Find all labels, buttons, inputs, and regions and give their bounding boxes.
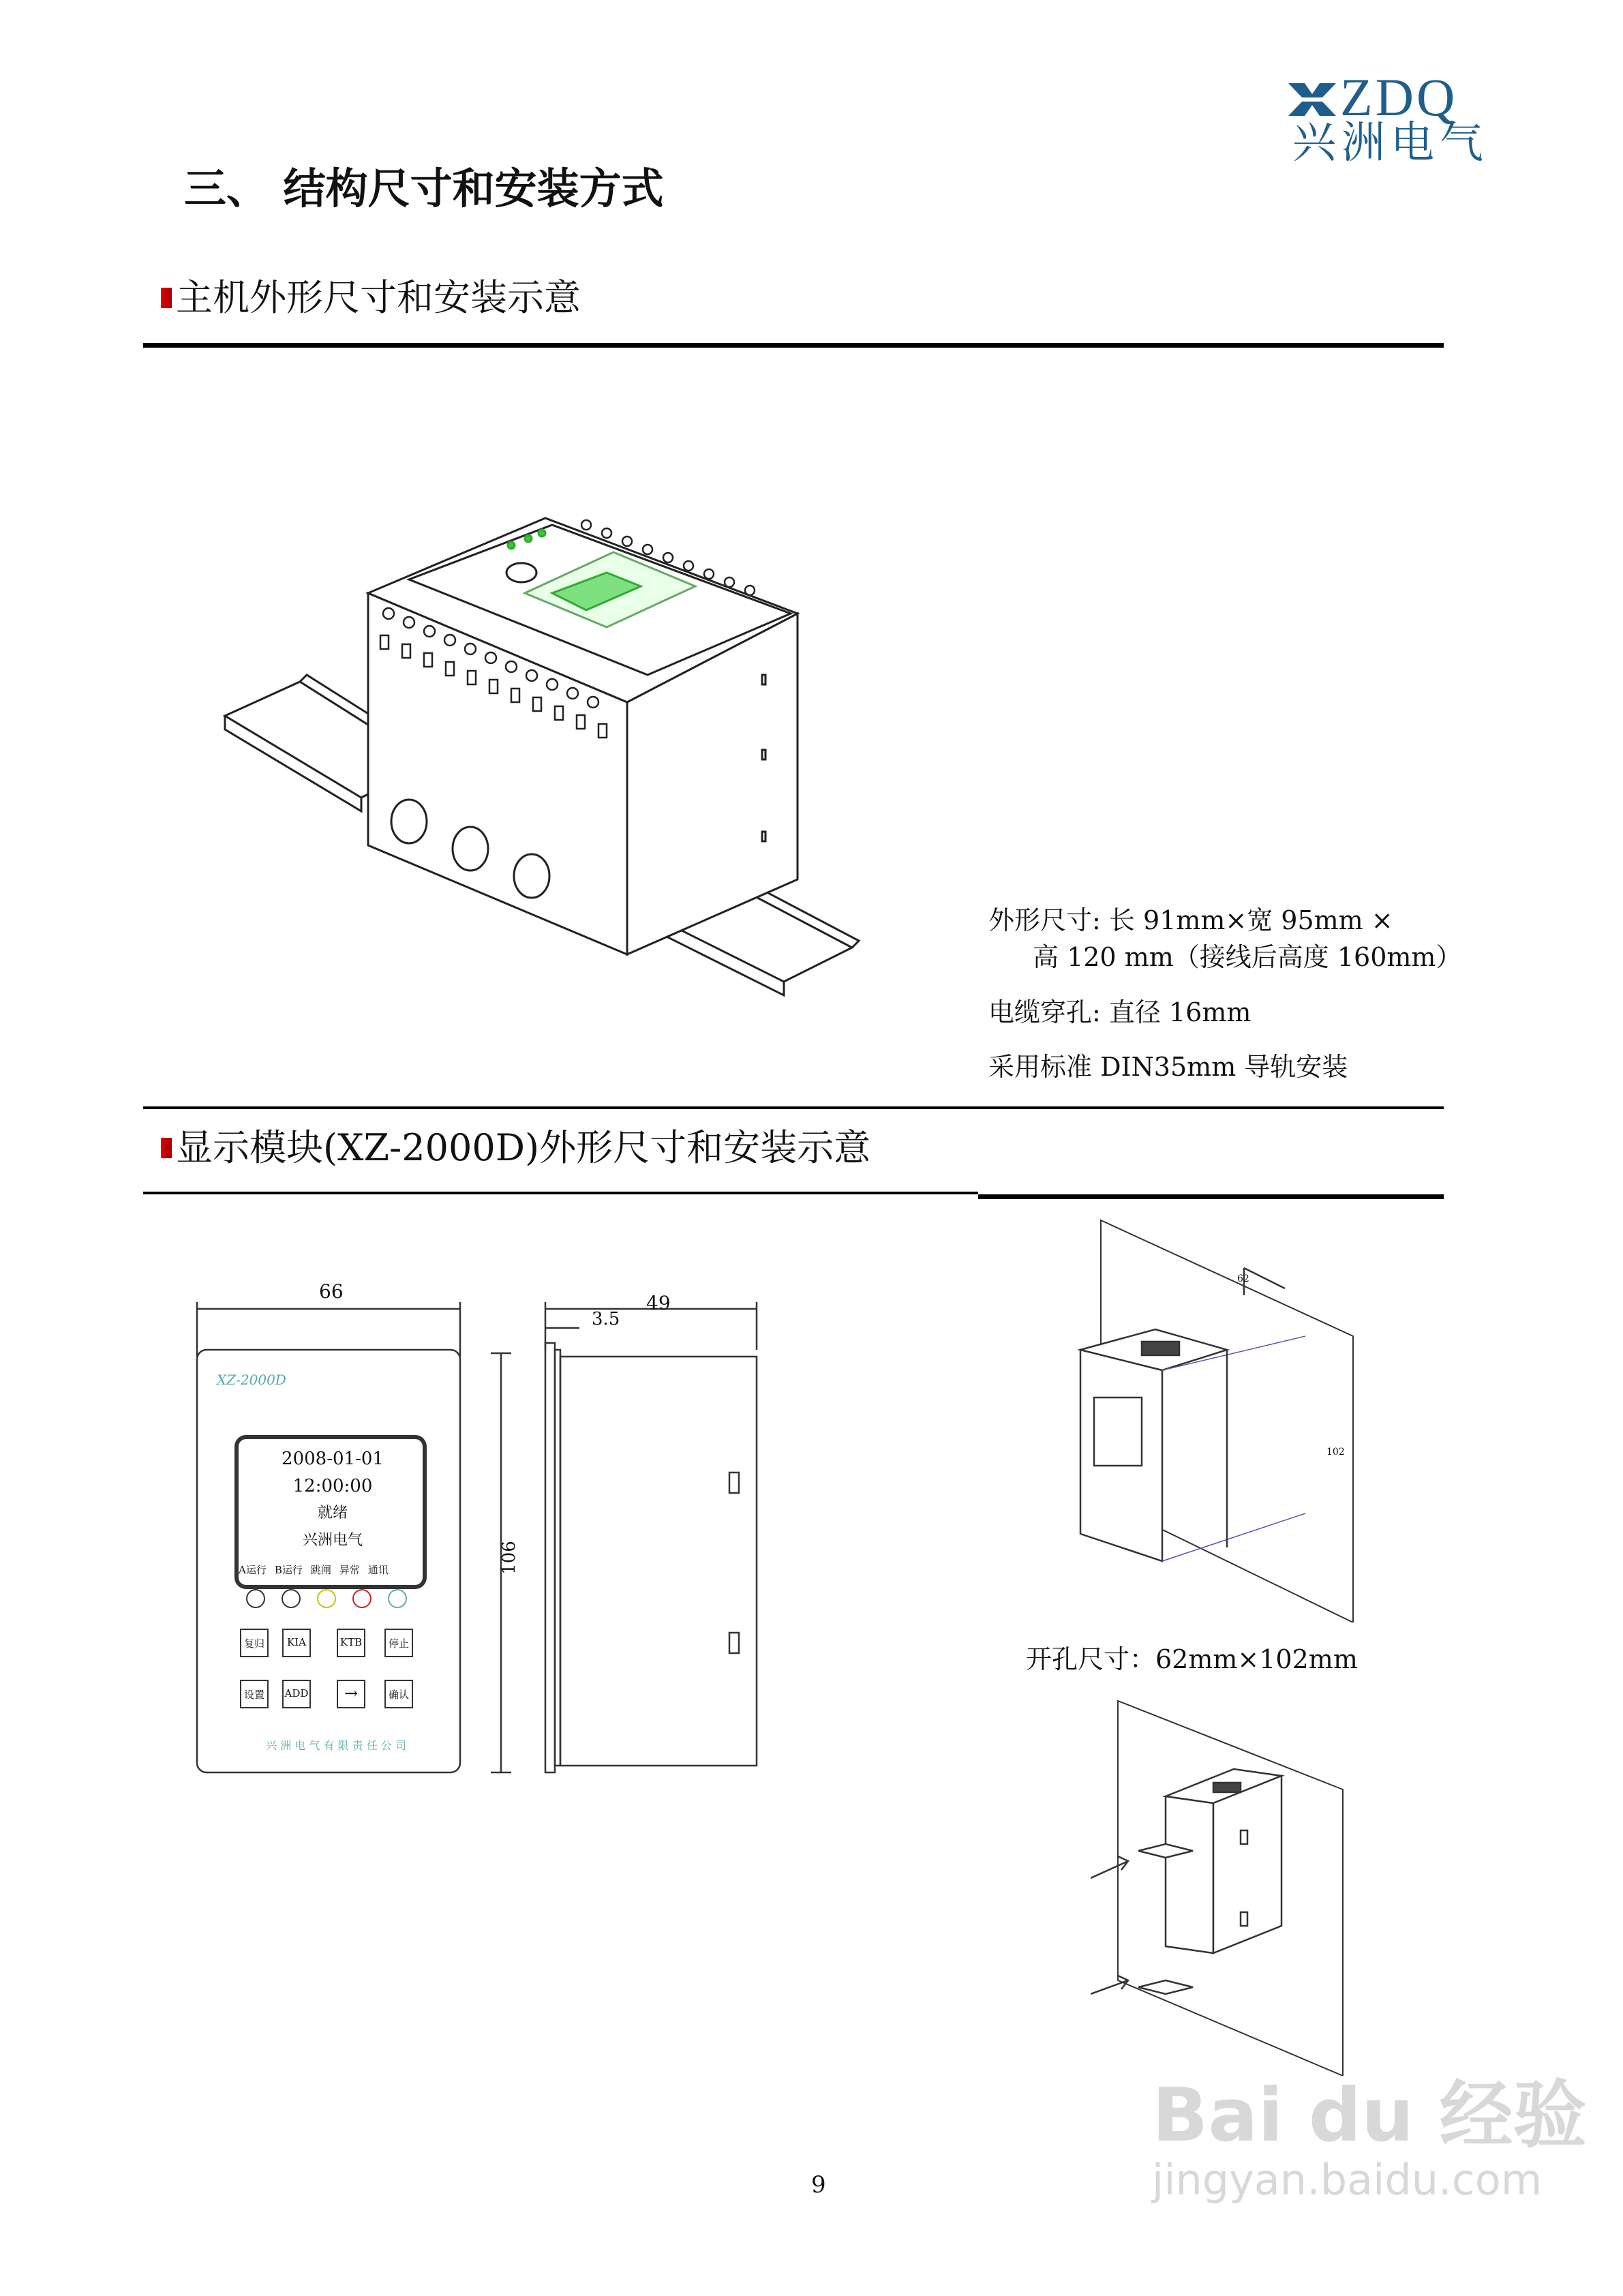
host-cable-hole-text: 电缆穿孔: 直径 16mm — [988, 997, 1252, 1027]
section-title-display-text: 显示模块(XZ-2000D)外形尺寸和安装示意 — [176, 1126, 871, 1169]
logo-text-en: ZDQ — [1340, 67, 1458, 127]
lcd-date: 2008-01-01 — [282, 1449, 384, 1469]
display-mount-clips — [1091, 1694, 1350, 2076]
dim-width-label: 66 — [319, 1280, 344, 1303]
section-rule — [143, 1106, 1444, 1109]
lcd-status: 就绪 — [317, 1505, 348, 1522]
key-add: ADD — [284, 1687, 309, 1700]
cutout-size-text: 开孔尺寸：62mm×102mm — [1026, 1644, 1358, 1674]
led-label-trip: 跳闸 — [310, 1564, 331, 1576]
host-rail-mount-text: 采用标准 DIN35mm 导轨安装 — [988, 1052, 1348, 1082]
led-label-a-run: A运行 — [239, 1564, 267, 1576]
section-rule — [143, 1192, 978, 1194]
section-rule — [143, 343, 1444, 348]
host-isometric-drawing — [204, 477, 873, 1023]
key-kia: KIA — [287, 1636, 306, 1648]
key-arrow: → — [344, 1684, 359, 1703]
key-set: 设置 — [243, 1689, 264, 1701]
led-label-fault: 异常 — [339, 1564, 360, 1576]
front-company-label: 兴 洲 电 气 有 限 责 任 公 司 — [266, 1739, 406, 1752]
display-side-view — [539, 1295, 770, 1786]
led-label-comm: 通讯 — [367, 1564, 389, 1576]
section-title-display — [161, 1126, 870, 1170]
model-label: XZ-2000D — [217, 1372, 286, 1388]
dim-flange-label: 3.5 — [592, 1309, 620, 1329]
led-labels — [239, 1562, 389, 1577]
baidu-watermark — [1152, 2073, 1587, 2208]
section-title-host — [161, 276, 581, 320]
section-bullet-icon — [161, 1138, 172, 1158]
dim-height-label: 106 — [498, 1541, 519, 1575]
led-label-b-run: B运行 — [274, 1564, 303, 1576]
logo-text-cn: 兴洲电气 — [1292, 118, 1489, 168]
host-dimension-text: 外形尺寸: 长 91mm×宽 95mm × — [988, 905, 1393, 935]
key-reset: 复归 — [243, 1637, 264, 1650]
iso-label-height: 102 — [1326, 1447, 1345, 1457]
company-logo-icon — [1288, 80, 1336, 119]
section-bullet-icon — [161, 288, 172, 308]
key-stop: 停止 — [388, 1637, 409, 1650]
section-rule — [978, 1194, 1444, 1199]
key-confirm: 确认 — [388, 1689, 409, 1701]
page-number: 9 — [811, 2171, 826, 2199]
section-title-host-text: 主机外形尺寸和安装示意 — [176, 276, 581, 319]
host-height-text: 高 120 mm（接线后高度 160mm） — [1033, 942, 1462, 972]
page-title: 三、 结构尺寸和安装方式 — [184, 164, 664, 213]
key-ktb: KTB — [339, 1636, 363, 1648]
lcd-brand: 兴洲电气 — [302, 1532, 363, 1549]
lcd-screen — [239, 1445, 427, 1554]
watermark-line1: Bai du 经验 — [1152, 2073, 1587, 2158]
iso-label-width: 62 — [1237, 1273, 1249, 1284]
watermark-line2: jingyan.baidu.com — [1152, 2155, 1543, 2205]
lcd-time: 12:00:00 — [292, 1476, 373, 1496]
dim-depth-label: 49 — [646, 1292, 671, 1314]
display-panel-iso — [1060, 1213, 1367, 1622]
